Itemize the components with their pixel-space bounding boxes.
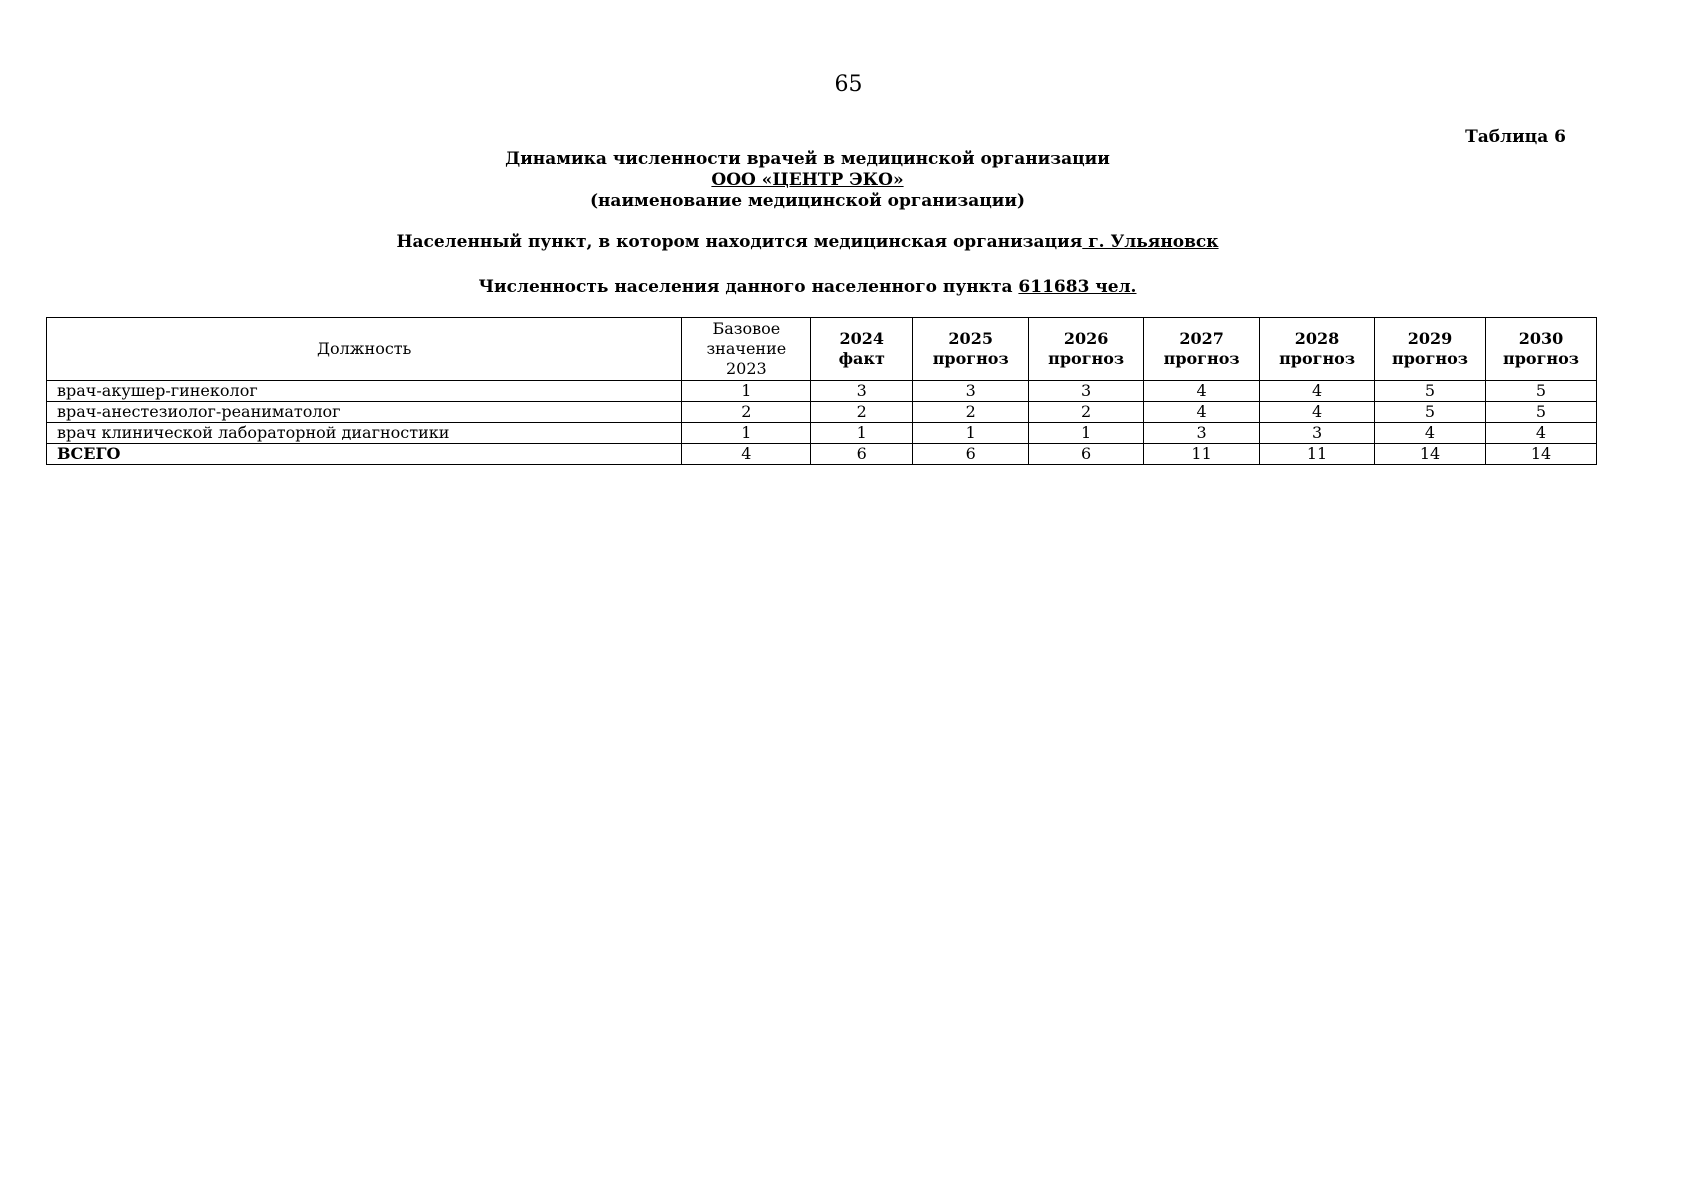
cell-value: 14 <box>1485 444 1596 465</box>
cell-value: 11 <box>1144 444 1260 465</box>
table-row <box>47 402 1597 423</box>
cell-value: 1 <box>682 381 811 402</box>
header-year-2028: 2028 прогноз <box>1260 318 1375 381</box>
header-year-2025: 2025 прогноз <box>913 318 1029 381</box>
organization-caption: (наименование медицинской организации) <box>589 191 1026 211</box>
cell-value: 5 <box>1375 381 1486 402</box>
cell-value: 5 <box>1485 381 1596 402</box>
table-row <box>47 381 1597 402</box>
cell-value: 1 <box>811 423 913 444</box>
population-label: Численность населения данного населенного пункта <box>478 277 1019 297</box>
row-position: врач клинической лабораторной диагностики <box>47 423 682 444</box>
table-total-row <box>47 444 1597 465</box>
cell-value: 3 <box>1260 423 1375 444</box>
table-title: Динамика численности врачей в медицинской организации <box>505 149 1110 169</box>
cell-value: 2 <box>811 402 913 423</box>
cell-value: 1 <box>913 423 1029 444</box>
header-year-2030: 2030 прогноз <box>1485 318 1596 381</box>
cell-value: 11 <box>1260 444 1375 465</box>
header-base-value: Базовое значение 2023 <box>682 318 811 381</box>
cell-value: 2 <box>1029 402 1144 423</box>
header-position: Должность <box>47 318 682 381</box>
cell-value: 6 <box>913 444 1029 465</box>
cell-value: 4 <box>1375 423 1486 444</box>
cell-value: 6 <box>811 444 913 465</box>
settlement-value: г. Ульяновск <box>1082 232 1219 252</box>
table-heading <box>300 149 1315 212</box>
settlement-label: Населенный пункт, в котором находится медицинская организация <box>396 232 1083 252</box>
table-label: Таблица 6 <box>1465 127 1566 147</box>
cell-value: 4 <box>1260 381 1375 402</box>
total-label: ВСЕГО <box>47 444 682 465</box>
population-value: 611683 чел. <box>1018 277 1137 297</box>
cell-value: 14 <box>1375 444 1486 465</box>
staff-dynamics-table <box>46 317 1597 465</box>
population-line <box>300 277 1315 297</box>
header-year-2024: 2024 факт <box>811 318 913 381</box>
row-position: врач-акушер-гинеколог <box>47 381 682 402</box>
organization-name: ООО «ЦЕНТР ЭКО» <box>711 170 904 190</box>
cell-value: 5 <box>1485 402 1596 423</box>
header-year-2026: 2026 прогноз <box>1029 318 1144 381</box>
header-year-2027: 2027 прогноз <box>1144 318 1260 381</box>
cell-value: 3 <box>1029 381 1144 402</box>
table-row <box>47 423 1597 444</box>
cell-value: 2 <box>913 402 1029 423</box>
cell-value: 6 <box>1029 444 1144 465</box>
cell-value: 4 <box>682 444 811 465</box>
table-header-row <box>47 318 1597 381</box>
page-number: 65 <box>834 72 863 97</box>
cell-value: 3 <box>913 381 1029 402</box>
cell-value: 1 <box>682 423 811 444</box>
header-year-2029: 2029 прогноз <box>1375 318 1486 381</box>
cell-value: 5 <box>1375 402 1486 423</box>
cell-value: 3 <box>1144 423 1260 444</box>
cell-value: 4 <box>1144 381 1260 402</box>
row-position: врач-анестезиолог-реаниматолог <box>47 402 682 423</box>
cell-value: 4 <box>1144 402 1260 423</box>
cell-value: 2 <box>682 402 811 423</box>
cell-value: 4 <box>1260 402 1375 423</box>
cell-value: 3 <box>811 381 913 402</box>
cell-value: 1 <box>1029 423 1144 444</box>
settlement-line <box>300 232 1315 252</box>
cell-value: 4 <box>1485 423 1596 444</box>
